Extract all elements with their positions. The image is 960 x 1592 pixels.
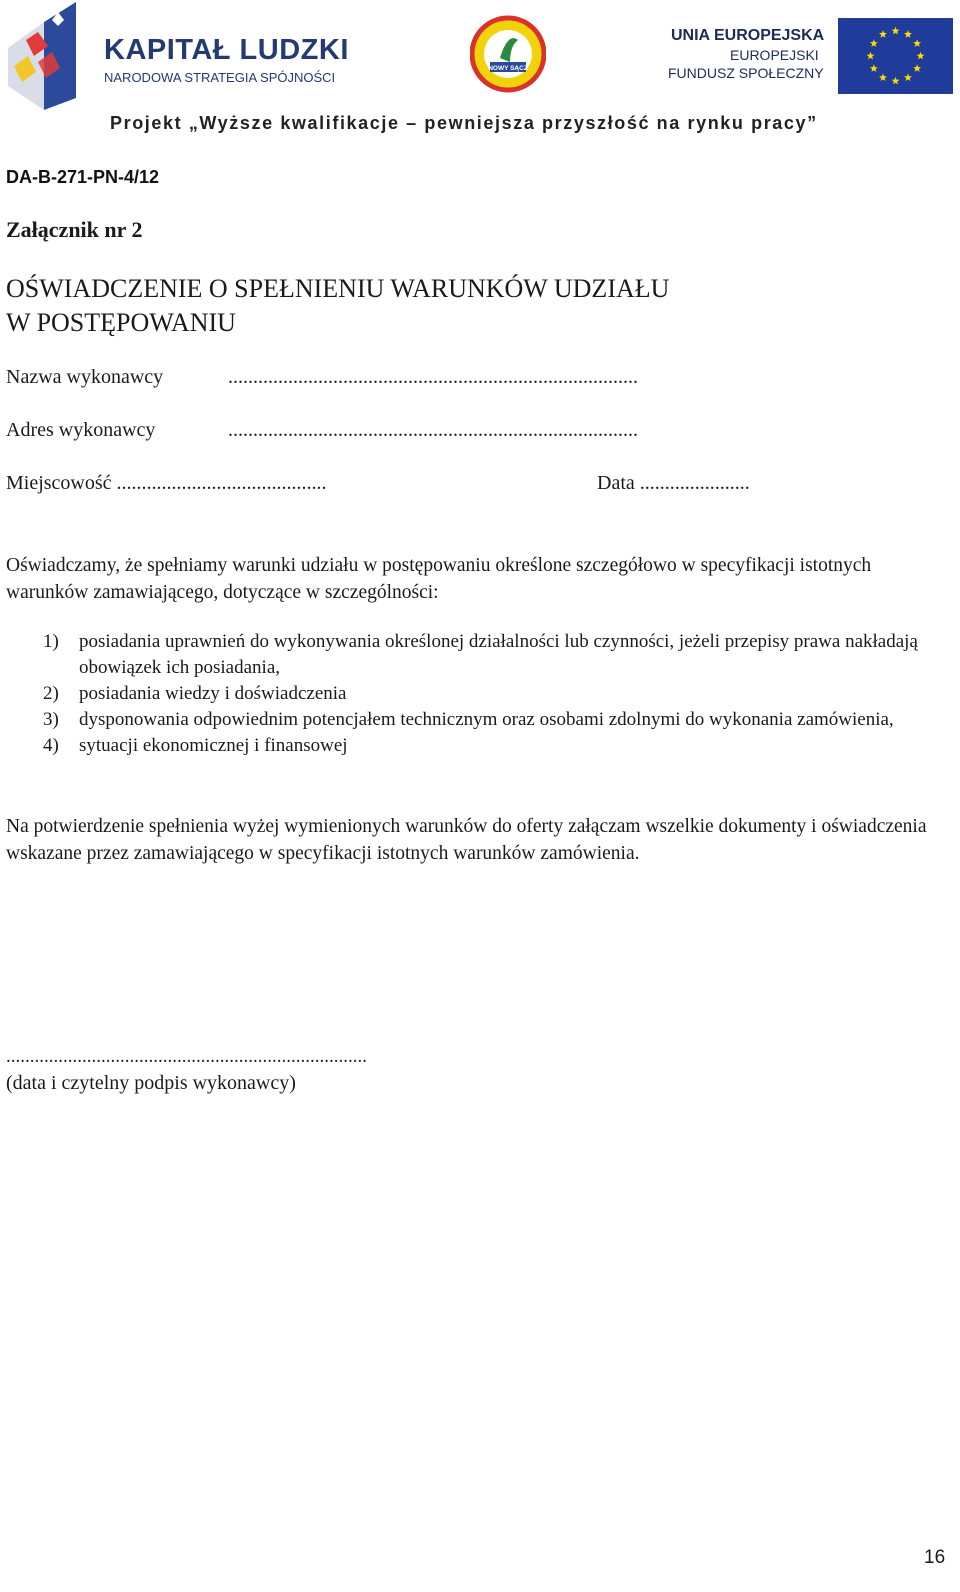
eu-line3: FUNDUSZ SPOŁECZNY <box>668 65 824 81</box>
page-number: 16 <box>924 1547 946 1568</box>
kapital-ludzki-subtitle: NARODOWA STRATEGIA SPÓJNOŚCI <box>104 70 336 85</box>
eu-line2: EUROPEJSKI <box>730 47 819 63</box>
contractor-name-field: .................................................................................. <box>228 366 638 388</box>
contractor-address-field: .................................................................................. <box>228 419 638 441</box>
document-title-line2: W POSTĘPOWANIU <box>6 308 236 337</box>
list-item-number: 1) <box>43 631 59 652</box>
annex-label: Załącznik nr 2 <box>6 217 143 242</box>
eu-line1: UNIA EUROPEJSKA <box>671 27 825 44</box>
list-item <box>43 707 953 733</box>
list-item-number: 2) <box>43 683 59 704</box>
date-field: Data ...................... <box>597 472 750 494</box>
list-item-text: dysponowania odpowiednim potencjałem technicznym oraz osobami zdolnymi do wykonania zamówienia, <box>79 709 894 730</box>
contractor-address-label: Adres wykonawcy <box>6 419 156 441</box>
list-item <box>43 629 953 681</box>
list-item-number: 4) <box>43 735 59 756</box>
declaration-intro: Oświadczamy, że spełniamy warunki udziału w postępowaniu określone szczegółowo w specyfikacji istotnych warunków zamawiającego, dotyczące w szczególności: <box>6 555 872 603</box>
list-item <box>43 733 953 759</box>
list-item-text: sytuacji ekonomicznej i finansowej <box>79 735 348 756</box>
signature-caption: (data i czytelny podpis wykonawcy) <box>6 1072 296 1094</box>
signature-line: ............................................................................ <box>6 1046 367 1067</box>
project-line: Projekt „Wyższe kwalifikacje – pewniejsza przyszłość na rynku pracy” <box>110 113 818 133</box>
list-item-number: 3) <box>43 709 59 730</box>
eu-flag-icon <box>838 18 953 94</box>
regional-logo-text: NOWY SĄCZ <box>488 65 528 72</box>
contractor-name-label: Nazwa wykonawcy <box>6 366 164 388</box>
kapital-ludzki-title: KAPITAŁ LUDZKI <box>104 34 349 66</box>
confirmation-paragraph: Na potwierdzenie spełnienia wyżej wymienionych warunków do oferty załączam wszelkie dokumenty i oświadczenia wskazane przez zamawiającego w specyfikacji istotnych warunków zamówienia. <box>6 816 927 864</box>
kapital-ludzki-logo <box>8 2 84 110</box>
conditions-list <box>43 629 953 759</box>
list-item-text: posiadania wiedzy i doświadczenia <box>79 683 347 704</box>
document-reference: DA-B-271-PN-4/12 <box>6 167 160 187</box>
place-field: Miejscowość .......................................... <box>6 472 327 494</box>
list-item <box>43 681 953 707</box>
document-title-line1: OŚWIADCZENIE O SPEŁNIENIU WARUNKÓW UDZIAŁU <box>6 274 670 303</box>
document-title <box>6 272 669 340</box>
list-item-text: posiadania uprawnień do wykonywania określonej działalności lub czynności, jeżeli przepisy prawa nakładają obowiązek ich posiadania, <box>79 631 918 678</box>
regional-logo <box>470 14 546 94</box>
